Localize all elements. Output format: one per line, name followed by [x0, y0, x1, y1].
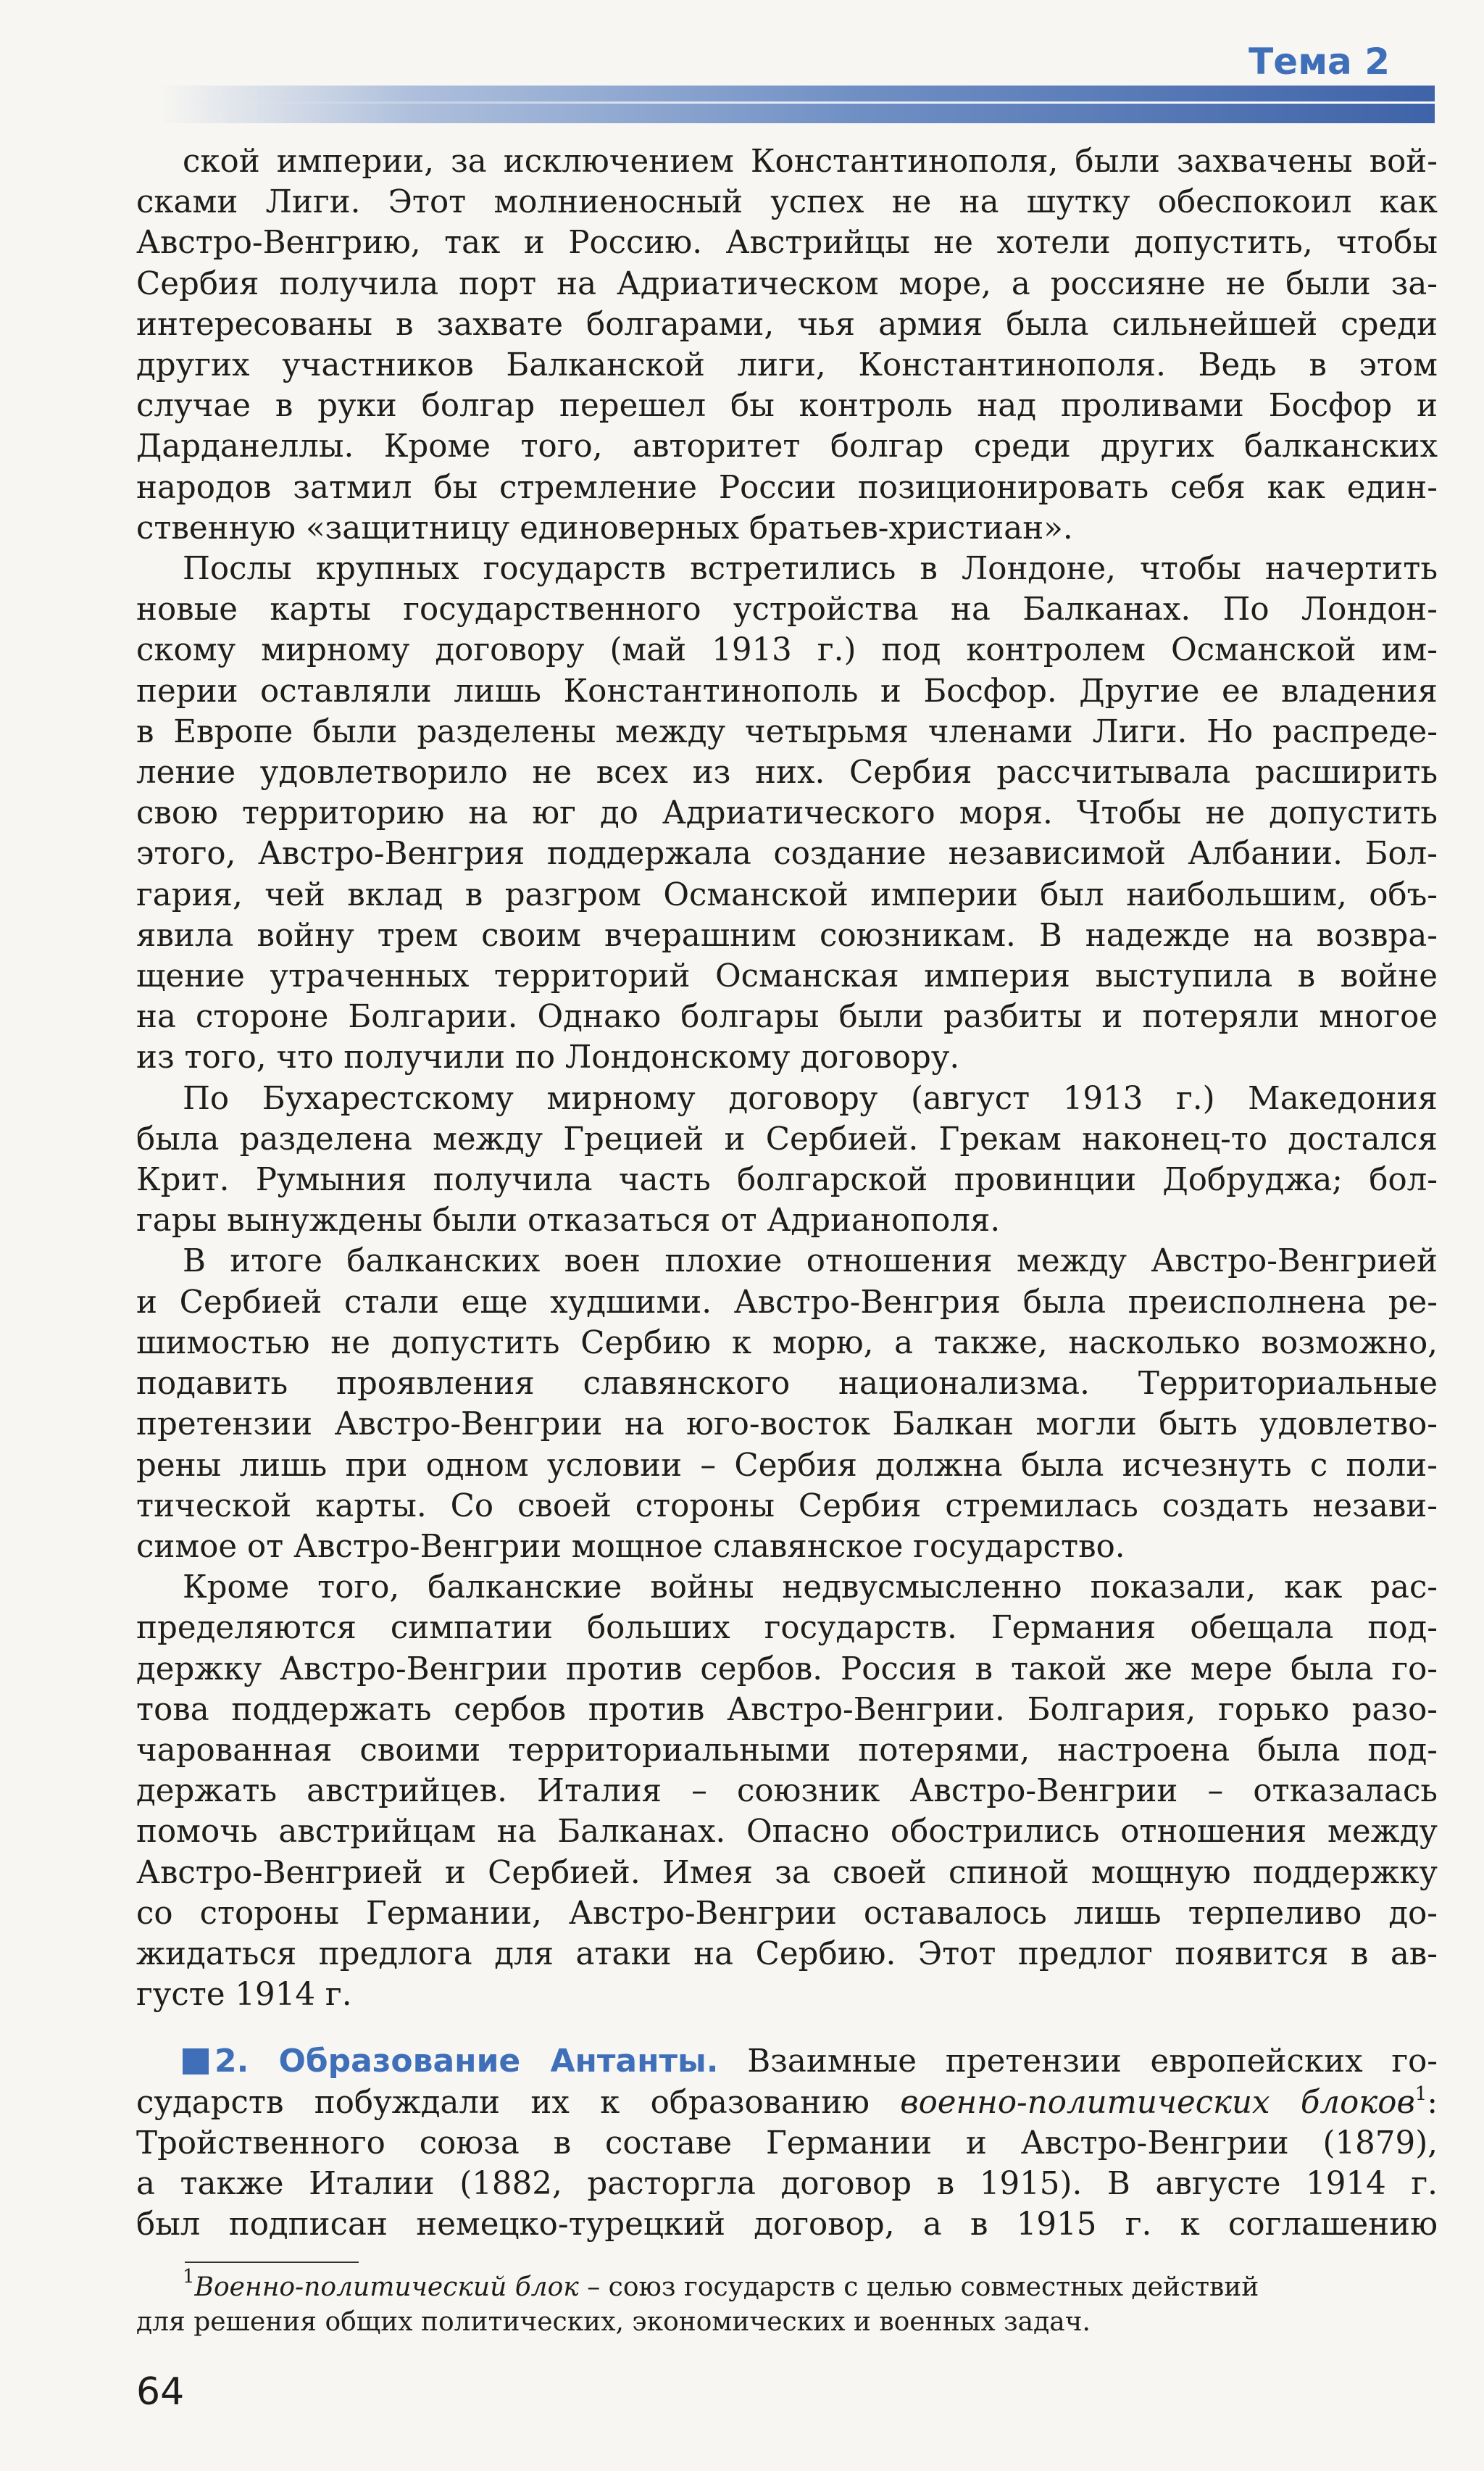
section-text: : [1427, 2084, 1438, 2121]
footnote-ref[interactable]: 1 [1414, 2082, 1427, 2105]
text-line: интересованы в захвате болгарами, чья армия была сильнейшей среди [136, 306, 1438, 343]
text-line: держать австрийцев. Италия – союзник Австро-Венгрии – отказалась [136, 1773, 1438, 1810]
text-line: гария, чей вклад в разгром Османской империи был наибольшим, объ- [136, 876, 1438, 913]
footnote-line [136, 2266, 1438, 2305]
text-line: щение утраченных территорий Османская империя выступила в войне [136, 958, 1438, 995]
paragraph [136, 549, 1438, 1079]
header-decorative-band [159, 86, 1435, 123]
footnote-text: – союз государств с целью совместных действий [578, 2272, 1259, 2302]
section-heading: 2. Образование Антанты. [214, 2043, 719, 2080]
text-line: а также Италии (1882, расторгла договор в 1915). В августе 1914 г. [136, 2165, 1438, 2202]
text-line: претензии Австро-Венгрии на юго-восток Балкан могли быть удовлетво- [136, 1406, 1438, 1443]
text-line: Сербия получила порт на Адриатическом море, а россияне не были за- [136, 265, 1438, 302]
text-line: това поддержать сербов против Австро-Венгрии. Болгария, горько разо- [136, 1691, 1438, 1728]
text-line: гары вынуждены были отказаться от Адрианополя. [136, 1203, 1001, 1239]
text-line: Австро-Венгрию, так и Россию. Австрийцы не хотели допустить, чтобы [136, 225, 1438, 262]
section-2-first-line [136, 2041, 1438, 2082]
text-line: новые карты государственного устройства на Балканах. По Лондон- [136, 591, 1438, 628]
text-line: из того, что получили по Лондонскому договору. [136, 1039, 960, 1076]
paragraph [136, 1079, 1438, 1242]
text-line: тической карты. Со своей стороны Сербия стремилась создать незави- [136, 1487, 1438, 1524]
text-line: Дарданеллы. Кроме того, авторитет болгар среди других балканских [136, 428, 1438, 465]
footnote-rule [185, 2262, 359, 2263]
text-line: помочь австрийцам на Балканах. Опасно обострились отношения между [136, 1814, 1438, 1851]
footnote-line: для решения общих политических, экономических и военных задач. [136, 2307, 1091, 2337]
text-line: ственную «защитницу единоверных братьев-христиан». [136, 510, 1073, 547]
text-line: явила войну трем своим вчерашним союзникам. В надежде на возвра- [136, 917, 1438, 954]
text-line: и Сербией стали еще худшими. Австро-Венгрия была преисполнена ре- [136, 1284, 1438, 1321]
section-term: военно-политических блоков [900, 2084, 1415, 2121]
text-line: Послы крупных государств встретились в Лондоне, чтобы начертить [183, 551, 1438, 588]
paragraph [136, 1567, 1438, 2015]
text-line: Крит. Румыния получила часть болгарской провинции Добруджа; бол- [136, 1162, 1438, 1199]
text-line: чарованная своими территориальными потерями, настроена была под- [136, 1732, 1438, 1769]
section-text: сударств побуждали их к образованию [136, 2084, 870, 2121]
paragraph [136, 141, 1438, 549]
text-line: была разделена между Грецией и Сербией. Грекам наконец-то достался [136, 1121, 1438, 1158]
footnote-term: Военно-политический блок [194, 2272, 579, 2302]
text-line: ской империи, за исключением Константинополя, были захвачены вой- [183, 144, 1438, 180]
text-line: Тройственного союза в составе Германии и Австро-Венгрии (1879), [136, 2125, 1438, 2161]
section-2 [136, 2041, 1438, 2245]
text-line: В итоге балканских воен плохие отношения между Австро-Венгрией [183, 1243, 1438, 1280]
text-line: народов затмил бы стремление России позиционировать себя как един- [136, 469, 1438, 506]
text-line: в Европе были разделены между четырьмя членами Лиги. Но распреде- [136, 713, 1438, 750]
text-line: скому мирному договору (май 1913 г.) под контролем Османской им- [136, 632, 1438, 669]
section-2-second-line [136, 2082, 1438, 2123]
section-bullet-square [183, 2048, 209, 2075]
text-line: был подписан немецко-турецкий договор, а в 1915 г. к соглашению [136, 2206, 1438, 2243]
text-line: ление удовлетворило не всех из них. Сербия рассчитывала расширить [136, 755, 1438, 792]
paragraph [136, 1241, 1438, 1567]
section-2-lines [136, 2123, 1438, 2246]
page-number: 64 [136, 2370, 185, 2414]
text-line: перии оставляли лишь Константинополь и Босфор. Другие ее владения [136, 673, 1438, 710]
text-line: рены лишь при одном условии – Сербия должна была исчезнуть с поли- [136, 1447, 1438, 1484]
text-line: сками Лиги. Этот молниеносный успех не на шутку обеспокоил как [136, 184, 1438, 221]
text-line: держку Австро-Венгрии против сербов. Россия в такой же мере была го- [136, 1650, 1438, 1687]
text-line: По Бухарестскому мирному договору (август 1913 г.) Македония [183, 1080, 1438, 1117]
text-line: свою территорию на юг до Адриатического моря. Чтобы не допустить [136, 795, 1438, 832]
text-line: этого, Австро-Венгрия поддержала создание независимой Албании. Бол- [136, 836, 1438, 873]
text-line: подавить проявления славянского национализма. Территориальные [136, 1366, 1438, 1403]
text-line: Австро-Венгрией и Сербией. Имея за своей спиной мощную поддержку [136, 1854, 1438, 1891]
section-text: Взаимные претензии европейских го- [747, 2043, 1438, 2080]
text-line: пределяются симпатии больших государств. Германия обещала под- [136, 1610, 1438, 1647]
body-text [136, 141, 1438, 2245]
text-line: других участников Балканской лиги, Константинополя. Ведь в этом [136, 347, 1438, 384]
footnote-marker: 1 [183, 2266, 195, 2288]
text-line: симое от Австро-Венгрии мощное славянское государство. [136, 1528, 1125, 1565]
footnote [136, 2266, 1438, 2340]
paragraphs [136, 141, 1438, 2015]
text-line: Кроме того, балканские войны недвусмысленно показали, как рас- [183, 1569, 1438, 1606]
text-line: случае в руки болгар перешел бы контроль над проливами Босфор и [136, 388, 1438, 425]
text-line: жидаться предлога для атаки на Сербию. Этот предлог появится в ав- [136, 1935, 1438, 1972]
text-line: на стороне Болгарии. Однако болгары были разбиты и потеряли многое [136, 999, 1438, 1036]
theme-label: Тема 2 [1249, 41, 1390, 83]
text-line: со стороны Германии, Австро-Венгрии оставалось лишь терпеливо до- [136, 1895, 1438, 1932]
text-line: густе 1914 г. [136, 1977, 352, 2014]
text-line: шимостью не допустить Сербию к морю, а также, насколько возможно, [136, 1324, 1438, 1361]
